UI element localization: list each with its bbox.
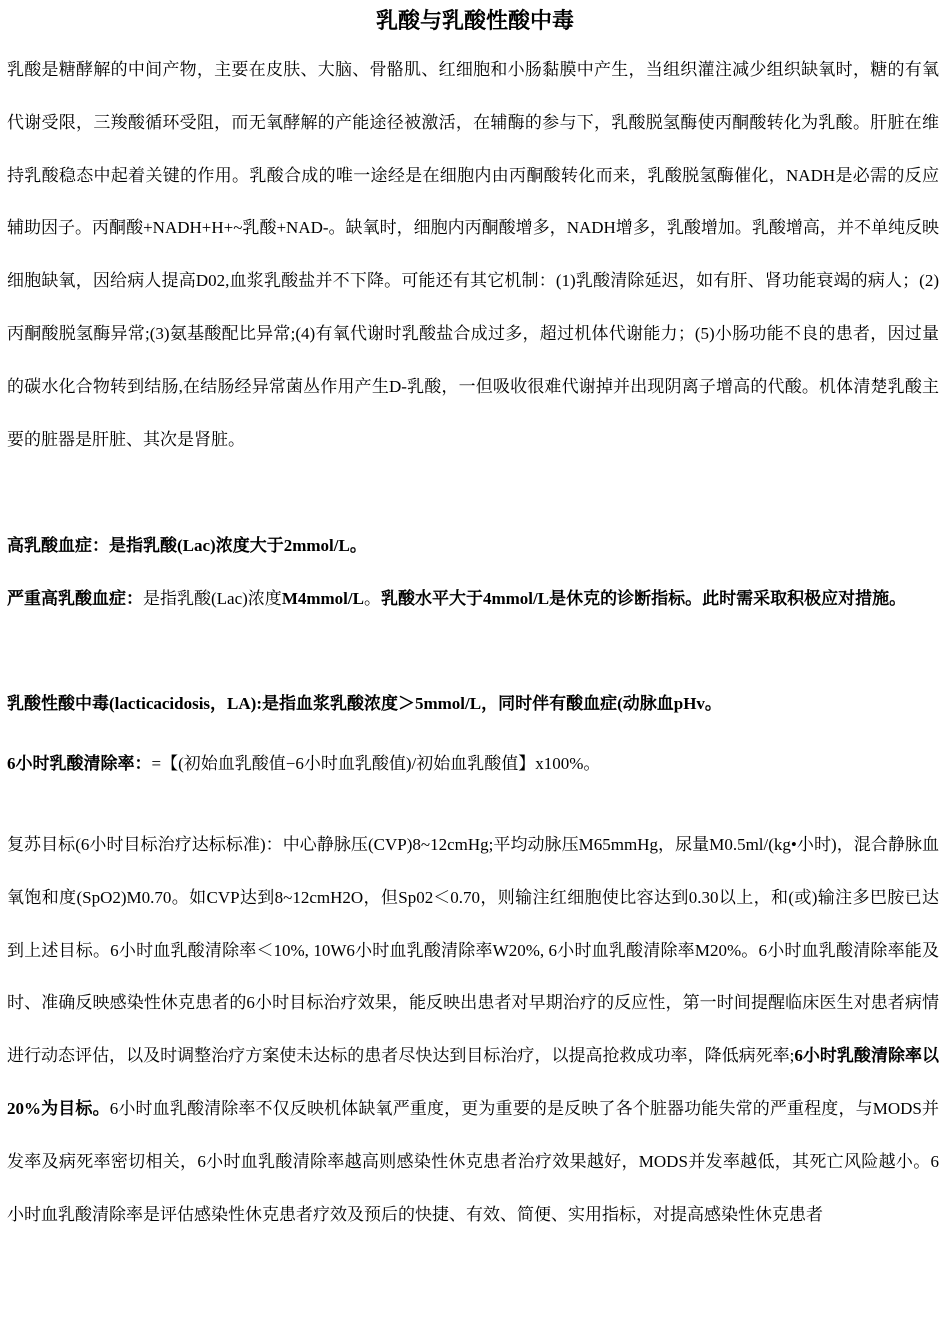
paragraph-clearance-rate — [7, 738, 939, 791]
severe-hyperlactatemia-label: 严重高乳酸血症： — [7, 589, 143, 608]
paragraph-lactic-acidosis: 乳酸性酸中毒(lacticacidosis，LA):是指血浆乳酸浓度＞5mmol/L，同时伴有酸血症(动脉血pHv。 — [7, 694, 722, 713]
clearance-rate-formula: =【(初始血乳酸值−6小时血乳酸值)/初始血乳酸值】x100%。 — [151, 754, 601, 773]
severe-hyperlactatemia-value: M4mmol/L — [281, 589, 364, 608]
clearance-target-bold: 6小时乳酸清除率以20%为目标。 — [7, 1046, 939, 1118]
resuscitation-text-2: 6小时血乳酸清除率不仅反映机体缺氧严重度，更为重要的是反映了各个脏器功能失常的严重程度，与MODS并发率及病死率密切相关，6小时血乳酸清除率越高则感染性休克患者治疗效果越好，MODS并发率越低，其死亡风险越小。6小时血乳酸清除率是评估感染性休克患者疗效及预后的快捷、有效、简便、实用指标，对提高感染性休克患者 — [7, 1098, 940, 1224]
paragraph-lactate-intro: 乳酸是糖酵解的中间产物，主要在皮肤、大脑、骨骼肌、红细胞和小肠黏膜中产生，当组织灌注减少组织缺氧时，糖的有氧代谢受限，三羧酸循环受阻，而无氧酵解的产能途径被激活，在辅酶的参与下，乳酸脱氢酶使丙酮酸转化为乳酸。肝脏在维持乳酸稳态中起着关键的作用。乳酸合成的唯一途经是在细胞内由丙酮酸转化而来，乳酸脱氢酶催化，NADH是必需的反应辅助因子。丙酮酸+NADH+H+~乳酸+NAD-。缺氧时，细胞内丙酮酸增多，NADH增多，乳酸增加。乳酸增高，并不单纯反映细胞缺氧，因给病人提高D02,血浆乳酸盐并不下降。可能还有其它机制：(1)乳酸清除延迟，如有肝、肾功能衰竭的病人；(2)丙酮酸脱氢酶异常;(3)氨基酸配比异常;(4)有氧代谢时乳酸盐合成过多，超过机体代谢能力；(5)小肠功能不良的患者，因过量的碳水化合物转到结肠,在结肠经异常菌丛作用产生D-乳酸，一但吸收很难代谢掉并出现阴离子增高的代酸。机体清楚乳酸主要的脏器是肝脏、其次是肾脏。 — [7, 60, 939, 449]
paragraph-hyperlactatemia: 高乳酸血症：是指乳酸(Lac)浓度大于2mmol/L。 — [7, 536, 367, 555]
shock-diagnosis-criterion: 乳酸水平大于4mmol/L是休克的诊断指标。此时需采取积极应对措施。 — [380, 589, 907, 608]
severe-hyperlactatemia-text: 是指乳酸(Lac)浓度 — [143, 589, 282, 608]
paragraph-resuscitation-target — [7, 819, 939, 1241]
paragraph-severe-hyperlactatemia — [7, 573, 939, 626]
clearance-rate-label: 6小时乳酸清除率： — [7, 754, 152, 773]
resuscitation-text-1: 复苏目标(6小时目标治疗达标标准)：中心静脉压(CVP)8~12cmHg;平均动脉压M65mmHg，尿量M0.5ml/(kg•小时)，混合静脉血氧饱和度(SpO2)M0.70。如CVP达到8~12cmH2O，但Sp02＜0.70，则输注红细胞使比容达到0.30以上，和(或)输注多巴胺已达到上述目标。6小时血乳酸清除率＜10%, 10W6小时血乳酸清除率W20%, 6小时血乳酸清除率M20%。6小时血乳酸清除率能及时、准确反映感染性休克患者的6小时目标治疗效果，能反映出患者对早期治疗的反应性，第一时间提醒临床医生对患者病情进行动态评估，以及时调整治疗方案使未达标的患者尽快达到目标治疗，以提高抢救成功率，降低病死率; — [7, 835, 939, 1066]
severe-hyperlactatemia-punct: 。 — [363, 589, 381, 608]
document-title: 乳酸与乳酸性酸中毒 — [375, 9, 574, 34]
